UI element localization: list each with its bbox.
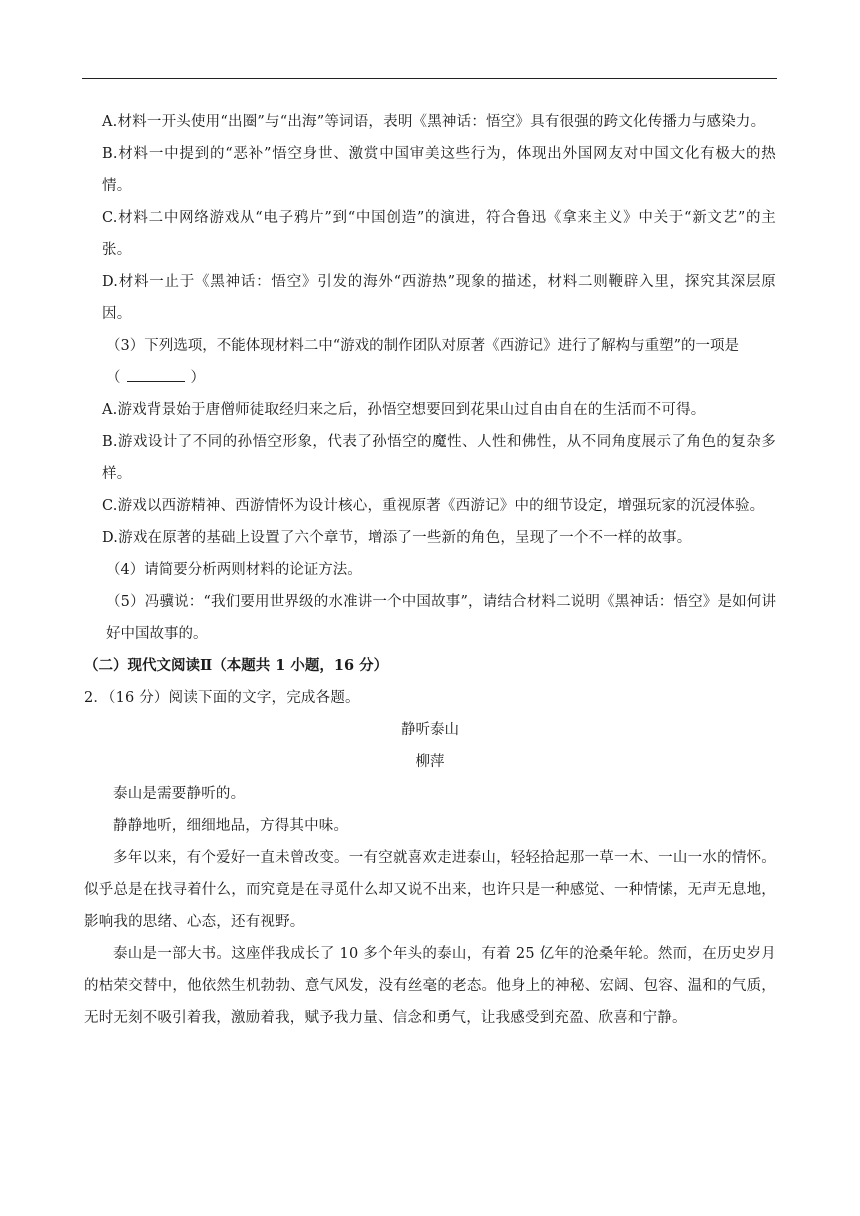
question-2-intro: 2．（16 分）阅读下面的文字，完成各题。: [84, 690, 360, 706]
q3-option-a: A.游戏背景始于唐僧师徒取经归来之后，孙悟空想要回到花果山过自由自在的生活而不可得。: [102, 402, 706, 418]
header-rule: [82, 78, 777, 79]
question-4: （4）请简要分析两则材料的论证方法。: [106, 562, 362, 578]
question-5: （5）冯骥说：“我们要用世界级的水准讲一个中国故事”，请结合材料二说明《黑神话：悟空》是如何讲好中国故事的。: [106, 594, 776, 642]
article-paragraph: 多年以来，有个爱好一直未曾改变。一有空就喜欢走进泰山，轻轻拾起那一草一木、一山一水的情怀。似乎总是在找寻着什么，而究竟是在寻觅什么却又说不出来，也许只是一种感觉、一种情愫，无声无息地，影响我的思绪、心态，还有视野。: [84, 850, 776, 930]
paren-open: （: [106, 370, 121, 386]
option-c: C.材料二中网络游戏从“电子鸦片”到“中国创造”的演进，符合鲁迅《拿来主义》中关于“新文艺”的主张。: [102, 210, 776, 258]
question-3-text: （3）下列选项，不能体现材料二中“游戏的制作团队对原著《西游记》进行了解构与重塑”的一项是: [106, 338, 740, 354]
answer-blank[interactable]: [127, 367, 185, 382]
option-a: A.材料一开头使用“出圈”与“出海”等词语，表明《黑神话：悟空》具有很强的跨文化传播力与感染力。: [102, 114, 766, 130]
document-body: [84, 106, 776, 1034]
option-d: D.材料一止于《黑神话：悟空》引发的海外“西游热”现象的描述，材料二则鞭辟入里，探究其深层原因。: [102, 274, 776, 322]
question-3-stem: [84, 330, 776, 394]
q3-option-c: C.游戏以西游精神、西游情怀为设计核心，重视原著《西游记》中的细节设定，增强玩家的沉浸体验。: [102, 498, 765, 514]
option-b: B.材料一中提到的“恶补”悟空身世、激赏中国审美这些行为，体现出外国网友对中国文化有极大的热情。: [102, 146, 776, 194]
article-author: 柳萍: [415, 754, 445, 770]
article-paragraph: 泰山是一部大书。这座伴我成长了 10 多个年头的泰山，有着 25 亿年的沧桑年轮。然而，在历史岁月的枯荣交替中，他依然生机勃勃、意气风发，没有丝毫的老态。他身上的神秘、宏阔、包容、温和的气质，无时无刻不吸引着我，激励着我，赋予我力量、信念和勇气，让我感受到充盈、欣喜和宁静。: [84, 946, 776, 1026]
article-title: 静听泰山: [401, 722, 459, 738]
article-paragraph: 泰山是需要静听的。: [113, 786, 246, 802]
q3-option-b: B.游戏设计了不同的孙悟空形象，代表了孙悟空的魔性、人性和佛性，从不同角度展示了角色的复杂多样。: [102, 434, 776, 482]
paren-close: ）: [190, 370, 205, 386]
section-title: （二）现代文阅读Ⅱ（本题共 1 小题，16 分）: [84, 657, 389, 674]
article-paragraph: 静静地听，细细地品，方得其中味。: [113, 818, 349, 834]
q3-option-d: D.游戏在原著的基础上设置了六个章节，增添了一些新的角色，呈现了一个不一样的故事。: [102, 530, 692, 546]
